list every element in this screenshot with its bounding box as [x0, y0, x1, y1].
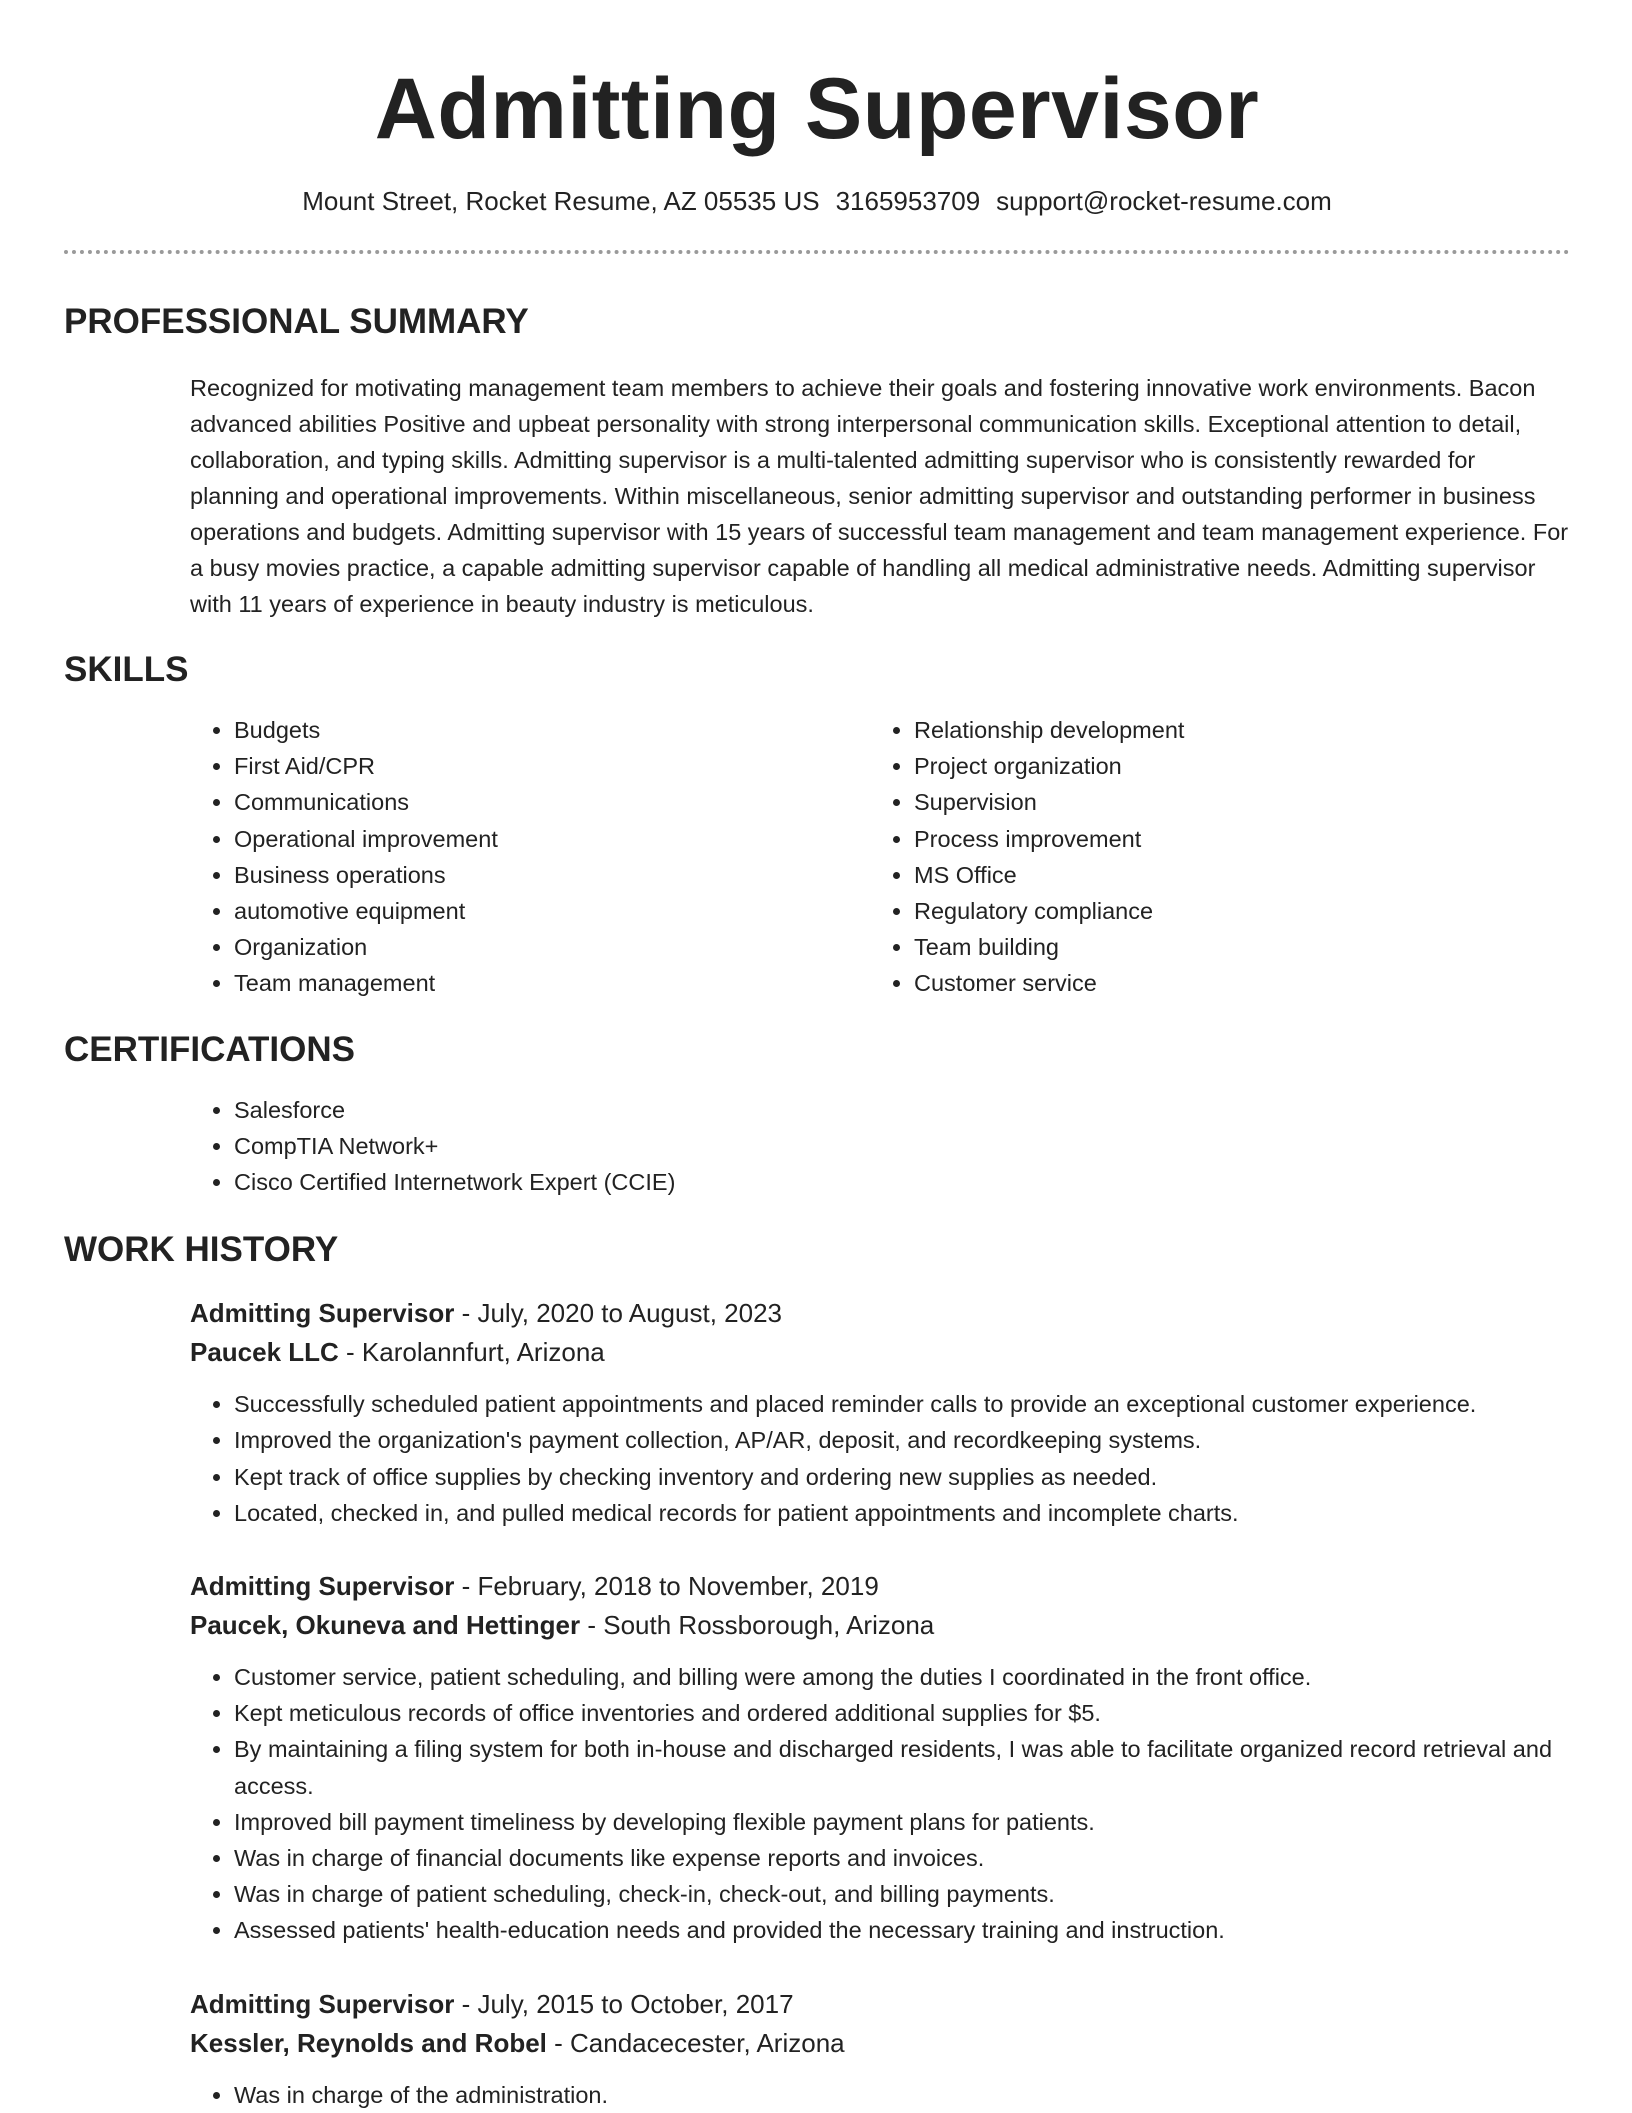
skills-grid	[190, 712, 1570, 1002]
job-role-line	[190, 1294, 1570, 1333]
job-bullet: • Improved bill payment timeliness by developing flexible payment plans for patients.	[234, 1804, 1570, 1840]
job-bullet: • Improved the organization's payment collection, AP/AR, deposit, and recordkeeping systems.	[234, 1422, 1570, 1458]
work-history-section	[64, 1228, 1570, 2113]
skill-item: • automotive equipment	[234, 893, 870, 929]
candidate-name: Admitting Supervisor	[374, 61, 1260, 157]
skill-item: • Communications	[234, 784, 870, 820]
job-role: Admitting Supervisor	[190, 1298, 455, 1329]
skill-item: • Customer service	[914, 965, 1550, 1001]
certifications-list	[190, 1092, 1570, 1201]
certifications-section	[64, 1028, 1570, 1201]
job-role-line	[190, 1567, 1570, 1606]
skills-column-right	[870, 712, 1550, 1002]
job-company: Kessler, Reynolds and Robel	[190, 2027, 547, 2058]
job-company: Paucek, Okuneva and Hettinger	[190, 1610, 581, 1641]
job-location: - Candacecester, Arizona	[546, 2027, 845, 2058]
skill-item: • Project organization	[914, 748, 1550, 784]
certification-item: • Cisco Certified Internetwork Expert (CCIE)	[234, 1164, 1570, 1200]
skill-item: • Regulatory compliance	[914, 893, 1550, 929]
job-company-line	[190, 1606, 1570, 1645]
job-bullets	[190, 1659, 1570, 1949]
job-dates: - July, 2020 to August, 2023	[454, 1298, 782, 1329]
summary-section	[64, 300, 1570, 622]
certifications-title: CERTIFICATIONS	[64, 1029, 356, 1069]
contact-phone[interactable]: 3165953709	[835, 186, 981, 216]
job-bullet: • Successfully scheduled patient appointments and placed reminder calls to provide an exceptional customer experience.	[234, 1386, 1570, 1422]
skills-column-left	[190, 712, 870, 1002]
skill-item: • Supervision	[914, 784, 1550, 820]
work-history-title: WORK HISTORY	[64, 1230, 339, 1270]
skill-item: • Process improvement	[914, 821, 1550, 857]
job-bullet: • By maintaining a filing system for both in-house and discharged residents, I was able to facilitate organized record retrieval and access.	[234, 1731, 1570, 1803]
job-company-line	[190, 1333, 1570, 1372]
job-company-line	[190, 2024, 1570, 2063]
skill-item: • First Aid/CPR	[234, 748, 870, 784]
skill-item: • Organization	[234, 929, 870, 965]
contact-line	[64, 184, 1570, 218]
job-bullets	[190, 1386, 1570, 1531]
job-location: - South Rossborough, Arizona	[580, 1610, 935, 1641]
resume-page	[64, 0, 1570, 2113]
job-entry	[190, 1294, 1570, 1531]
job-entry	[190, 1567, 1570, 1949]
job-role: Admitting Supervisor	[190, 1571, 455, 1602]
summary-text: Recognized for motivating management team members to achieve their goals and fostering innovative work environments. Bacon advanced abilities Positive and upbeat personality with strong interpersonal communication skills. Exceptional attention to detail, collaboration, and typing skills. Admitting supervisor is a multi-talented admitting supervisor who is consistently rewarded for planning and operational improvements. Within miscellaneous, senior admitting supervisor and outstanding performer in business operations and budgets. Admitting supervisor with 15 years of successful team management and team management experience. For a busy movies practice, a capable admitting supervisor capable of handling all medical administrative needs. Admitting supervisor with 11 years of experience in beauty industry is meticulous.	[190, 375, 1569, 617]
skill-item: • Budgets	[234, 712, 870, 748]
job-bullet: • Assessed patients' health-education needs and provided the necessary training and instruction.	[234, 1912, 1570, 1948]
job-location: - Karolannfurt, Arizona	[338, 1337, 605, 1368]
skills-title: SKILLS	[64, 650, 189, 689]
job-bullet: • Was in charge of the administration.	[234, 2077, 1570, 2113]
skills-section	[64, 648, 1570, 1002]
summary-title: PROFESSIONAL SUMMARY	[64, 302, 529, 341]
skill-item: • Team building	[914, 929, 1550, 965]
skill-item: • Team management	[234, 965, 870, 1001]
job-bullet: • Was in charge of financial documents like expense reports and invoices.	[234, 1840, 1570, 1876]
job-dates: - February, 2018 to November, 2019	[454, 1571, 879, 1602]
contact-email[interactable]: support@rocket-resume.com	[996, 186, 1332, 216]
job-bullet: • Located, checked in, and pulled medical records for patient appointments and incomplete charts.	[234, 1495, 1570, 1531]
certification-item: • CompTIA Network+	[234, 1128, 1570, 1164]
skill-item: • MS Office	[914, 857, 1550, 893]
contact-address: Mount Street, Rocket Resume, AZ 05535 US	[302, 186, 820, 216]
job-bullet: • Kept meticulous records of office inventories and ordered additional supplies for $5.	[234, 1695, 1570, 1731]
job-role: Admitting Supervisor	[190, 1988, 455, 2019]
job-role-line	[190, 1985, 1570, 2024]
job-bullet: • Kept track of office supplies by checking inventory and ordering new supplies as needed.	[234, 1459, 1570, 1495]
job-company: Paucek LLC	[190, 1337, 339, 1368]
job-entry	[190, 1985, 1570, 2113]
job-bullet: • Was in charge of patient scheduling, check-in, check-out, and billing payments.	[234, 1876, 1570, 1912]
job-bullet: • Customer service, patient scheduling, and billing were among the duties I coordinated in the front office.	[234, 1659, 1570, 1695]
skill-item: • Operational improvement	[234, 821, 870, 857]
job-bullets	[190, 2077, 1570, 2113]
skill-item: • Business operations	[234, 857, 870, 893]
job-dates: - July, 2015 to October, 2017	[454, 1988, 794, 2019]
header-divider	[64, 250, 1570, 254]
skill-item: • Relationship development	[914, 712, 1550, 748]
certification-item: • Salesforce	[234, 1092, 1570, 1128]
